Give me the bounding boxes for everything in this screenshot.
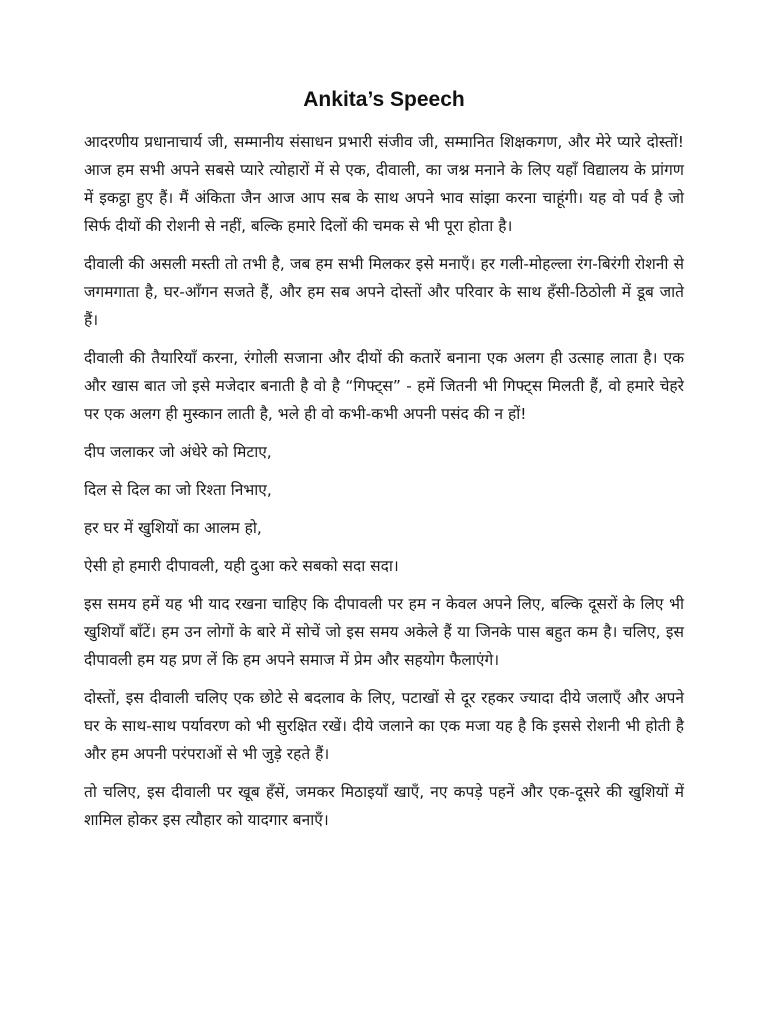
poem-line-3: हर घर में खुशियों का आलम हो,	[84, 519, 262, 537]
paragraph-sharing: इस समय हमें यह भी याद रखना चाहिए कि दीपावली पर हम न केवल अपने लिए, बल्कि दूसरों के लिए भी खुशियाँ बाँटें। हम उन लोगों के बारे में सोचें जो इस समय अकेले हैं या जिनके पास बहुत कम है। चलिए, इस दीपावली हम यह प्रण लें कि हम अपने समाज में प्रेम और सहयोग फैलाएंगे।	[84, 595, 684, 669]
speech-body	[84, 128, 684, 844]
poem-line-1: दीप जलाकर जो अंधेरे को मिटाए,	[84, 443, 272, 461]
poem-line-2: दिल से दिल का जो रिश्ता निभाए,	[84, 481, 272, 499]
paragraph-celebration: दीवाली की असली मस्ती तो तभी है, जब हम सभी मिलकर इसे मनाएँ। हर गली-मोहल्ला रंग-बिरंगी रोशनी से जगमगाता है, घर-आँगन सजते हैं, और हम सब अपने दोस्तों और परिवार के साथ हँसी-ठिठोली में डूब जाते हैं।	[84, 255, 684, 329]
paragraph-greeting: आदरणीय प्रधानाचार्य जी, सम्मानीय संसाधन प्रभारी संजीव जी, सम्मानित शिक्षकगण, और मेरे प्यारे दोस्तों! आज हम सभी अपने सबसे प्यारे त्योहारों में से एक, दीवाली, का जश्न मनाने के लिए यहाँ विद्यालय के प्रांगण में इकट्ठा हुए हैं। मैं अंकिता जैन आज आप सब के साथ अपने भाव सांझा करना चाहूंगी। यह वो पर्व है जो सिर्फ दीयों की रोशनी से नहीं, बल्कि हमारे दिलों की चमक से भी पूरा होता है।	[84, 133, 684, 235]
paragraph-conclusion: तो चलिए, इस दीवाली पर खूब हँसें, जमकर मिठाइयाँ खाएँ, नए कपड़े पहनें और एक-दूसरे की खुशियों में शामिल होकर इस त्यौहार को यादगार बनाएँ।	[84, 783, 684, 829]
poem-line-4: ऐसी हो हमारी दीपावली, यही दुआ करे सबको सदा सदा।	[84, 557, 399, 575]
paragraph-environment: दोस्तों, इस दीवाली चलिए एक छोटे से बदलाव के लिए, पटाखों से दूर रहकर ज्यादा दीये जलाएँ और अपने घर के साथ-साथ पर्यावरण को भी सुरक्षित रखें। दीये जलाने का एक मजा यह है कि इससे रोशनी भी होती है और हम अपनी परंपराओं से भी जुड़े रहते हैं।	[84, 689, 684, 763]
paragraph-preparations: दीवाली की तैयारियाँ करना, रंगोली सजाना और दीयों की कतारें बनाना एक अलग ही उत्साह लाता है। एक और खास बात जो इसे मजेदार बनाती है वो है “गिफ्ट्स” - हमें जितनी भी गिफ्ट्स मिलती हैं, वो हमारे चेहरे पर एक अलग ही मुस्कान लाती है, भले ही वो कभी-कभी अपनी पसंद की न हों!	[84, 349, 684, 423]
page-title: Ankita’s Speech	[303, 88, 465, 111]
